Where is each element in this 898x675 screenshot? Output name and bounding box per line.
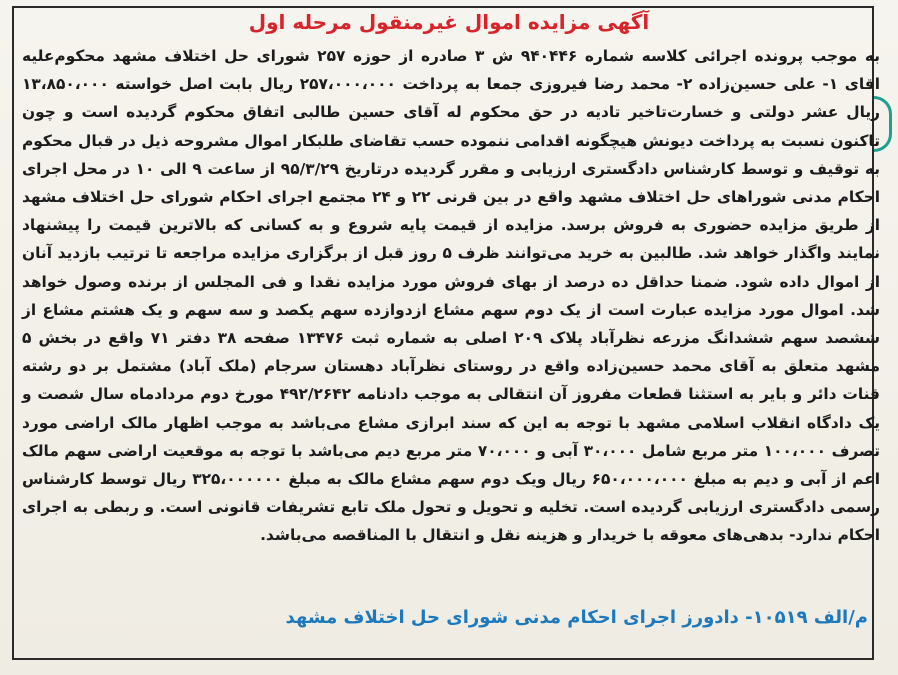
notice-body: به موجب پرونده اجرائی کلاسه شماره ۹۴۰۴۴۶ ش ۳ صادره از حوزه ۲۵۷ شورای حل اختلاف مشهد محکوم‌علیه اقای ۱- علی حسین‌زاده ۲- محمد رضا فیروزی جمعا به پرداخت ۲۵۷،۰۰۰،۰۰۰ ریال بابت اصل خواسته ۱۳،۸۵۰،۰۰۰ ریال عشر دولتی و خسارت‌تاخیر تادیه در حق محکوم له آقای حسین طالبی اتفاق محکوم گردیده است و چون تاکنون نسبت به پرداخت دیونش هیچگونه اقدامی ننموده حسب تقاضای طلبکار اموال مشروحه ذیل در قبال محکوم به توقیف و توسط کارشناس دادگستری ارزیابی و مقرر گردیده درتاریخ ۹۵/۳/۲۹ از ساعت ۹ الی ۱۰ در محل اجرای احکام مدنی شوراهای حل اختلاف مشهد واقع در بین قرنی ۲۲ و ۲۴ مجتمع اجرای احکام شورای حل اختلاف مشهد از طریق مزایده حضوری به فروش برسد. مزایده از قیمت پایه شروع و به کسانی که بالاترین قیمت را پیشنهاد نمایند واگذار خواهد شد. طالبین به خرید می‌توانند ظرف ۵ روز قبل از برگزاری مزایده مراجعه تا ترتیب بازدید آنان از اموال داده شود. ضمنا حداقل ده درصد از بهای فروش مورد مزایده نقدا و فی المجلس از برنده وصول خواهد شد. اموال مورد مزایده عبارت است از یک دوم سهم مشاع ازدوازده سهم یکصد و سه سهم و یک هشتم مشاع از ششصد سهم ششدانگ مزرعه نظرآباد پلاک ۲۰۹ اصلی به شماره ثبت ۱۳۴۷۶ صفحه ۳۸ دفتر ۷۱ واقع در بخش ۵ مشهد متعلق به آقای محمد حسین‌زاده واقع در روستای نظرآباد دهستان سرجام (ملک آباد) مشتمل بر دو رشته قنات دائر و بایر به استثنا قطعات مفروز آن انتقالی به موجب دادنامه ۴۹۲/۲۶۴۲ مورخ دوم مردادماه سال شصت و یک دادگاه انقلاب اسلامی مشهد با توجه به این که سند ابرازی مشاع می‌باشد به موجب اظهار مالک اراضی مورد تصرف ۱۰۰،۰۰۰ متر مربع شامل ۳۰،۰۰۰ آبی و ۷۰،۰۰۰ متر مربع دیم می‌باشد با توجه به موقعیت اراضی سهم مالک اعم از آبی و دیم به مبلغ ۶۵۰،۰۰۰،۰۰۰ ریال ویک دوم سهم مشاع مالک به مبلغ ۳۲۵،۰۰۰۰۰۰ ریال توسط کارشناس رسمی دادگستری ارزیابی گردیده است. تخلیه و تحویل و تحول ملک تابع تشریفات قانونی است. و ربطی به اجرای احکام ندارد- بدهی‌های معوقه با خریدار و هزینه نقل و انتقال با المناقصه می‌باشد. <box>22 47 881 545</box>
notice-title: آگهی مزایده اموال غیرمنقول مرحله اول <box>248 10 650 34</box>
notice-signature: م/الف ۱۰۵۱۹- دادورز اجرای احکام مدنی شورای حل اختلاف مشهد <box>285 607 868 628</box>
